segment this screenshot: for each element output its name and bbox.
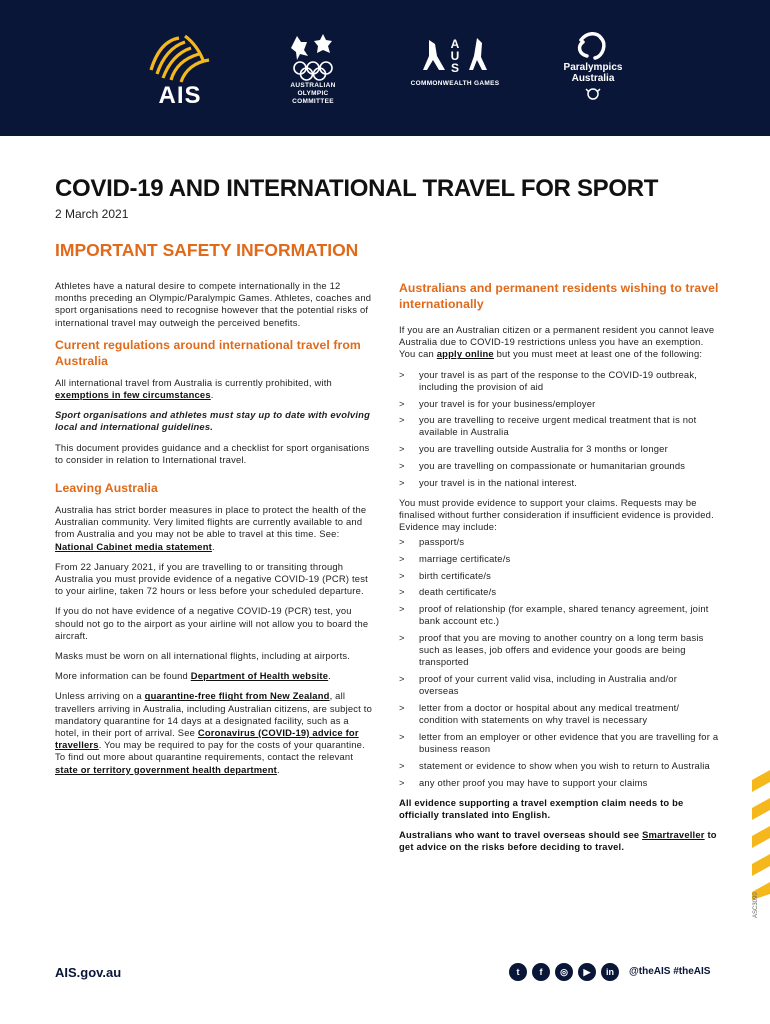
evidence-list xyxy=(399,536,719,788)
social-handles: @theAIS #theAIS xyxy=(629,966,711,977)
quarantine-paragraph: Unless arriving on a quarantine-free flight from New Zealand, all travellers arriving in Australia, including Australian citizens, are subject to mandatory quarantine for 14 days at a designated facility, such as a hotel, in their port of arrival. See Coronavirus (COVID-19) advice for travellers. You may be required to pay for the costs of your quarantine. To find out more about quarantine requirements, contact the relevant state or territory government health department. xyxy=(55,690,372,775)
linkedin-icon[interactable]: in xyxy=(601,963,619,981)
paralympic-symbol-icon xyxy=(583,86,603,100)
list-item: > any other proof you may have to support your claims xyxy=(399,777,719,789)
list-item: > your travel is for your business/employer xyxy=(399,398,719,410)
translation-note: All evidence supporting a travel exemption claim needs to be officially translated into English. xyxy=(399,796,684,820)
list-item: > you are travelling on compassionate or humanitarian grounds xyxy=(399,460,719,472)
para-caption-1: Paralympics xyxy=(563,62,623,73)
exemption-criteria-list xyxy=(399,369,719,489)
pcr-test-paragraph: From 22 January 2021, if you are travelling to or transiting through Australia you must provide evidence of a negative COVID-19 (PCR) test to your airline, taken 72 hours or less before your scheduled departure. xyxy=(55,560,368,597)
intro-paragraph: Athletes have a natural desire to compete internationally in the 12 months preceding an Olympic/Paralympic Games. Athletes, coaches and sport organisations need to recognise however that the potential risks of international travel may outweigh the perceived benefits. xyxy=(55,280,372,328)
paralympics-agitos-icon xyxy=(573,30,613,62)
list-item: > you are travelling outside Australia for 3 months or longer xyxy=(399,443,719,455)
ais-logo-icon xyxy=(145,30,215,86)
document-reference-code: ASC3090 xyxy=(753,892,759,918)
list-item: > letter from an employer or other evidence that you are travelling for a business reason xyxy=(399,731,719,755)
health-website-link[interactable]: Department of Health website xyxy=(190,670,329,682)
list-item: > proof that you are moving to another country on a long term basis such as leases, job offers and evidence your goods are being transported xyxy=(399,632,719,669)
olympic-rings-icon xyxy=(283,30,343,82)
list-item: > you are travelling to receive urgent medical treatment that is not available in Australia xyxy=(399,414,719,438)
state-health-link[interactable]: state or territory government health department xyxy=(55,763,277,775)
section-title: IMPORTANT SAFETY INFORMATION xyxy=(55,240,359,260)
document-purpose-paragraph: This document provides guidance and a checklist for sport organisations to consider in relation to International travel. xyxy=(55,441,370,465)
list-item: > birth certificate/s xyxy=(399,570,719,582)
paralympics-logo[interactable] xyxy=(548,30,638,100)
youtube-icon[interactable]: ▶ xyxy=(578,963,596,981)
instagram-icon[interactable]: ◎ xyxy=(555,963,573,981)
exemptions-link[interactable]: exemptions in few circumstances xyxy=(55,389,211,401)
stay-up-to-date-note: Sport organisations and athletes must stay up to date with evolving local and international guidelines. xyxy=(55,409,371,433)
aoc-caption-1: AUSTRALIAN xyxy=(290,82,336,89)
cwg-caption: COMMONWEALTH GAMES xyxy=(410,80,500,87)
more-info-paragraph: More information can be found Department of Health website. xyxy=(55,670,331,682)
smartraveller-link[interactable]: Smartraveller xyxy=(642,829,705,841)
heading-leaving-australia: Leaving Australia xyxy=(55,481,158,496)
masks-paragraph: Masks must be worn on all international flights, including at airports. xyxy=(55,650,351,662)
smartraveller-note: Australians who want to travel overseas should see Smartraveller to get advice on the risks before deciding to travel. xyxy=(399,829,717,853)
list-item: > marriage certificate/s xyxy=(399,553,719,565)
svg-text:S: S xyxy=(450,61,460,75)
list-item: > proof of your current valid visa, including in Australia and/or overseas xyxy=(399,673,719,697)
evidence-intro-paragraph: You must provide evidence to support your claims. Requests may be finalised without further consideration if insufficient evidence is provided. Evidence may include: xyxy=(399,496,714,533)
social-links xyxy=(509,963,619,981)
national-cabinet-link[interactable]: National Cabinet media statement xyxy=(55,540,212,552)
current-regulations-paragraph: All international travel from Australia is currently prohibited, with exemptions in few circumstances. xyxy=(55,376,332,401)
publish-date: 2 March 2021 xyxy=(55,207,129,221)
list-item: > passport/s xyxy=(399,536,719,548)
covid-advice-link[interactable]: Coronavirus (COVID-19) advice for travellers xyxy=(55,727,359,751)
svg-text:U: U xyxy=(450,49,460,63)
para-caption-2: Australia xyxy=(571,73,615,84)
list-item: > statement or evidence to show when you wish to return to Australia xyxy=(399,760,719,772)
page-title: COVID-19 AND INTERNATIONAL TRAVEL FOR SPORT xyxy=(55,175,659,202)
no-test-paragraph: If you do not have evidence of a negative COVID-19 (PCR) test, you should not go to the airport as your airline will not allow you to board the aircraft. xyxy=(55,605,369,641)
list-item: > your travel is in the national interest. xyxy=(399,477,719,489)
aoc-logo[interactable] xyxy=(278,30,348,106)
heading-current-regulations: Current regulations around international travel from Australia xyxy=(55,337,361,368)
list-item: > death certificate/s xyxy=(399,586,719,598)
left-column xyxy=(55,280,373,784)
right-column xyxy=(399,280,719,862)
commonwealth-games-icon xyxy=(415,30,495,80)
decorative-stripes xyxy=(752,770,770,900)
border-measures-paragraph: Australia has strict border measures in place to protect the health of the Australian community. Very limited flights are currently available to and from Australia and you may not be able to travel at this time. See: National Cabinet media statement. xyxy=(55,504,367,552)
svg-text:A: A xyxy=(450,37,460,51)
heading-residents-travel: Australians and permanent residents wishing to travel internationally xyxy=(399,281,719,311)
list-item: > your travel is as part of the response to the COVID-19 outbreak, including the provision of aid xyxy=(399,369,719,393)
nz-flight-link[interactable]: quarantine-free flight from New Zealand xyxy=(144,690,330,702)
ais-logo[interactable] xyxy=(140,30,220,110)
apply-online-link[interactable]: apply online xyxy=(436,348,494,360)
facebook-icon[interactable]: f xyxy=(532,963,550,981)
header-banner xyxy=(0,0,770,136)
list-item: > letter from a doctor or hospital about any medical treatment/ condition with statements on why travel is necessary xyxy=(399,702,719,726)
list-item: > proof of relationship (for example, shared tenancy agreement, joint bank account etc.) xyxy=(399,603,719,627)
exemption-paragraph: If you are an Australian citizen or a permanent resident you cannot leave Australia due to COVID-19 restrictions unless you have an exemption. You can apply online but you must meet at least one of the following: xyxy=(399,324,715,360)
twitter-icon[interactable]: t xyxy=(509,963,527,981)
aoc-caption-2: OLYMPIC xyxy=(297,90,329,97)
ais-logo-text: AIS xyxy=(158,82,202,109)
ais-website-link[interactable]: AIS.gov.au xyxy=(55,965,122,980)
commonwealth-games-logo[interactable] xyxy=(405,30,505,88)
aoc-caption-3: COMMITTEE xyxy=(292,98,334,105)
